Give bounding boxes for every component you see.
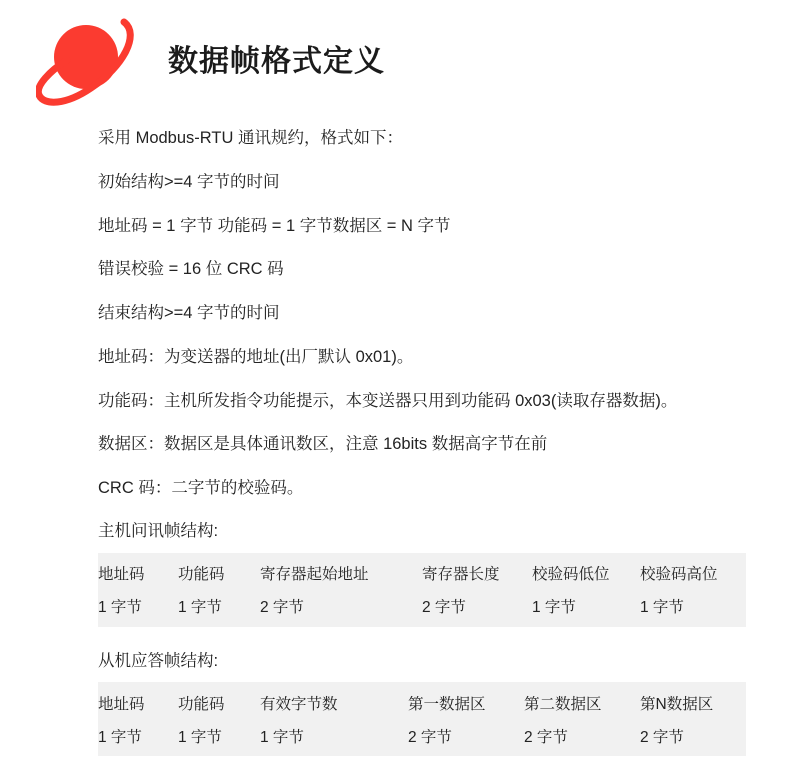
table-cell: 1 字节: [260, 728, 304, 746]
paragraph-start-structure: 初始结构>=4 字节的时间: [98, 172, 280, 191]
table-cell: 2 字节: [260, 599, 304, 616]
table-cell: 1 字节: [640, 599, 684, 616]
document-content: [98, 126, 758, 778]
paragraph-address-function-data: 地址码 = 1 字节 功能码 = 1 字节数据区 = N 字节: [98, 216, 451, 235]
table-cell: 第一数据区: [408, 695, 486, 713]
paragraph-crc-code: CRC 码：二字节的校验码。: [98, 479, 304, 497]
table-cell: 地址码: [98, 695, 145, 713]
table-row-sizes: [98, 590, 746, 627]
table-row-headers: [98, 553, 746, 590]
table-cell: 2 字节: [408, 728, 452, 746]
paragraph-address-code: 地址码：为变送器的地址(出厂默认 0x01)。: [98, 347, 414, 366]
paragraph-function-code: 功能码：主机所发指令功能提示，本变送器只用到功能码 0x03(读取存器数据)。: [98, 391, 678, 410]
table-cell: 1 字节: [532, 599, 576, 616]
red-planet-icon: [36, 8, 146, 108]
paragraph-end-structure: 结束结构>=4 字节的时间: [98, 304, 280, 322]
document-header: [0, 0, 790, 110]
table-cell: 功能码: [178, 566, 225, 583]
host-frame-caption: 主机问讯帧结构:: [98, 521, 219, 540]
table-cell: 1 字节: [98, 728, 142, 746]
table-cell: 校验码低位: [532, 566, 610, 583]
table-row-sizes: [98, 719, 746, 756]
table-row-headers: [98, 682, 746, 719]
table-cell: 1 字节: [178, 599, 222, 616]
table-cell: 2 字节: [422, 599, 466, 616]
table-cell: 有效字节数: [260, 695, 338, 713]
host-frame-table: [98, 553, 746, 627]
table-cell: 第二数据区: [524, 695, 602, 713]
slave-frame-caption: 从机应答帧结构:: [98, 651, 219, 670]
table-cell: 1 字节: [178, 728, 222, 746]
table-cell: 第N数据区: [640, 695, 714, 713]
table-cell: 1 字节: [98, 599, 142, 616]
table-cell: 功能码: [178, 695, 225, 713]
table-cell: 地址码: [98, 566, 145, 583]
paragraph-protocol: 采用 Modbus-RTU 通讯规约，格式如下：: [98, 129, 403, 147]
paragraph-crc-check: 错误校验 = 16 位 CRC 码: [98, 260, 284, 279]
table-cell: 寄存器长度: [422, 566, 500, 583]
table-cell: 2 字节: [524, 728, 568, 746]
table-cell: 寄存器起始地址: [260, 566, 369, 583]
table-cell: 2 字节: [640, 728, 684, 746]
paragraph-data-area: 数据区：数据区是具体通讯数区，注意 16bits 数据高字节在前: [98, 435, 548, 454]
table-cell: 校验码高位: [640, 566, 718, 583]
page-title: 数据帧格式定义: [168, 45, 385, 78]
slave-frame-table: [98, 682, 746, 756]
